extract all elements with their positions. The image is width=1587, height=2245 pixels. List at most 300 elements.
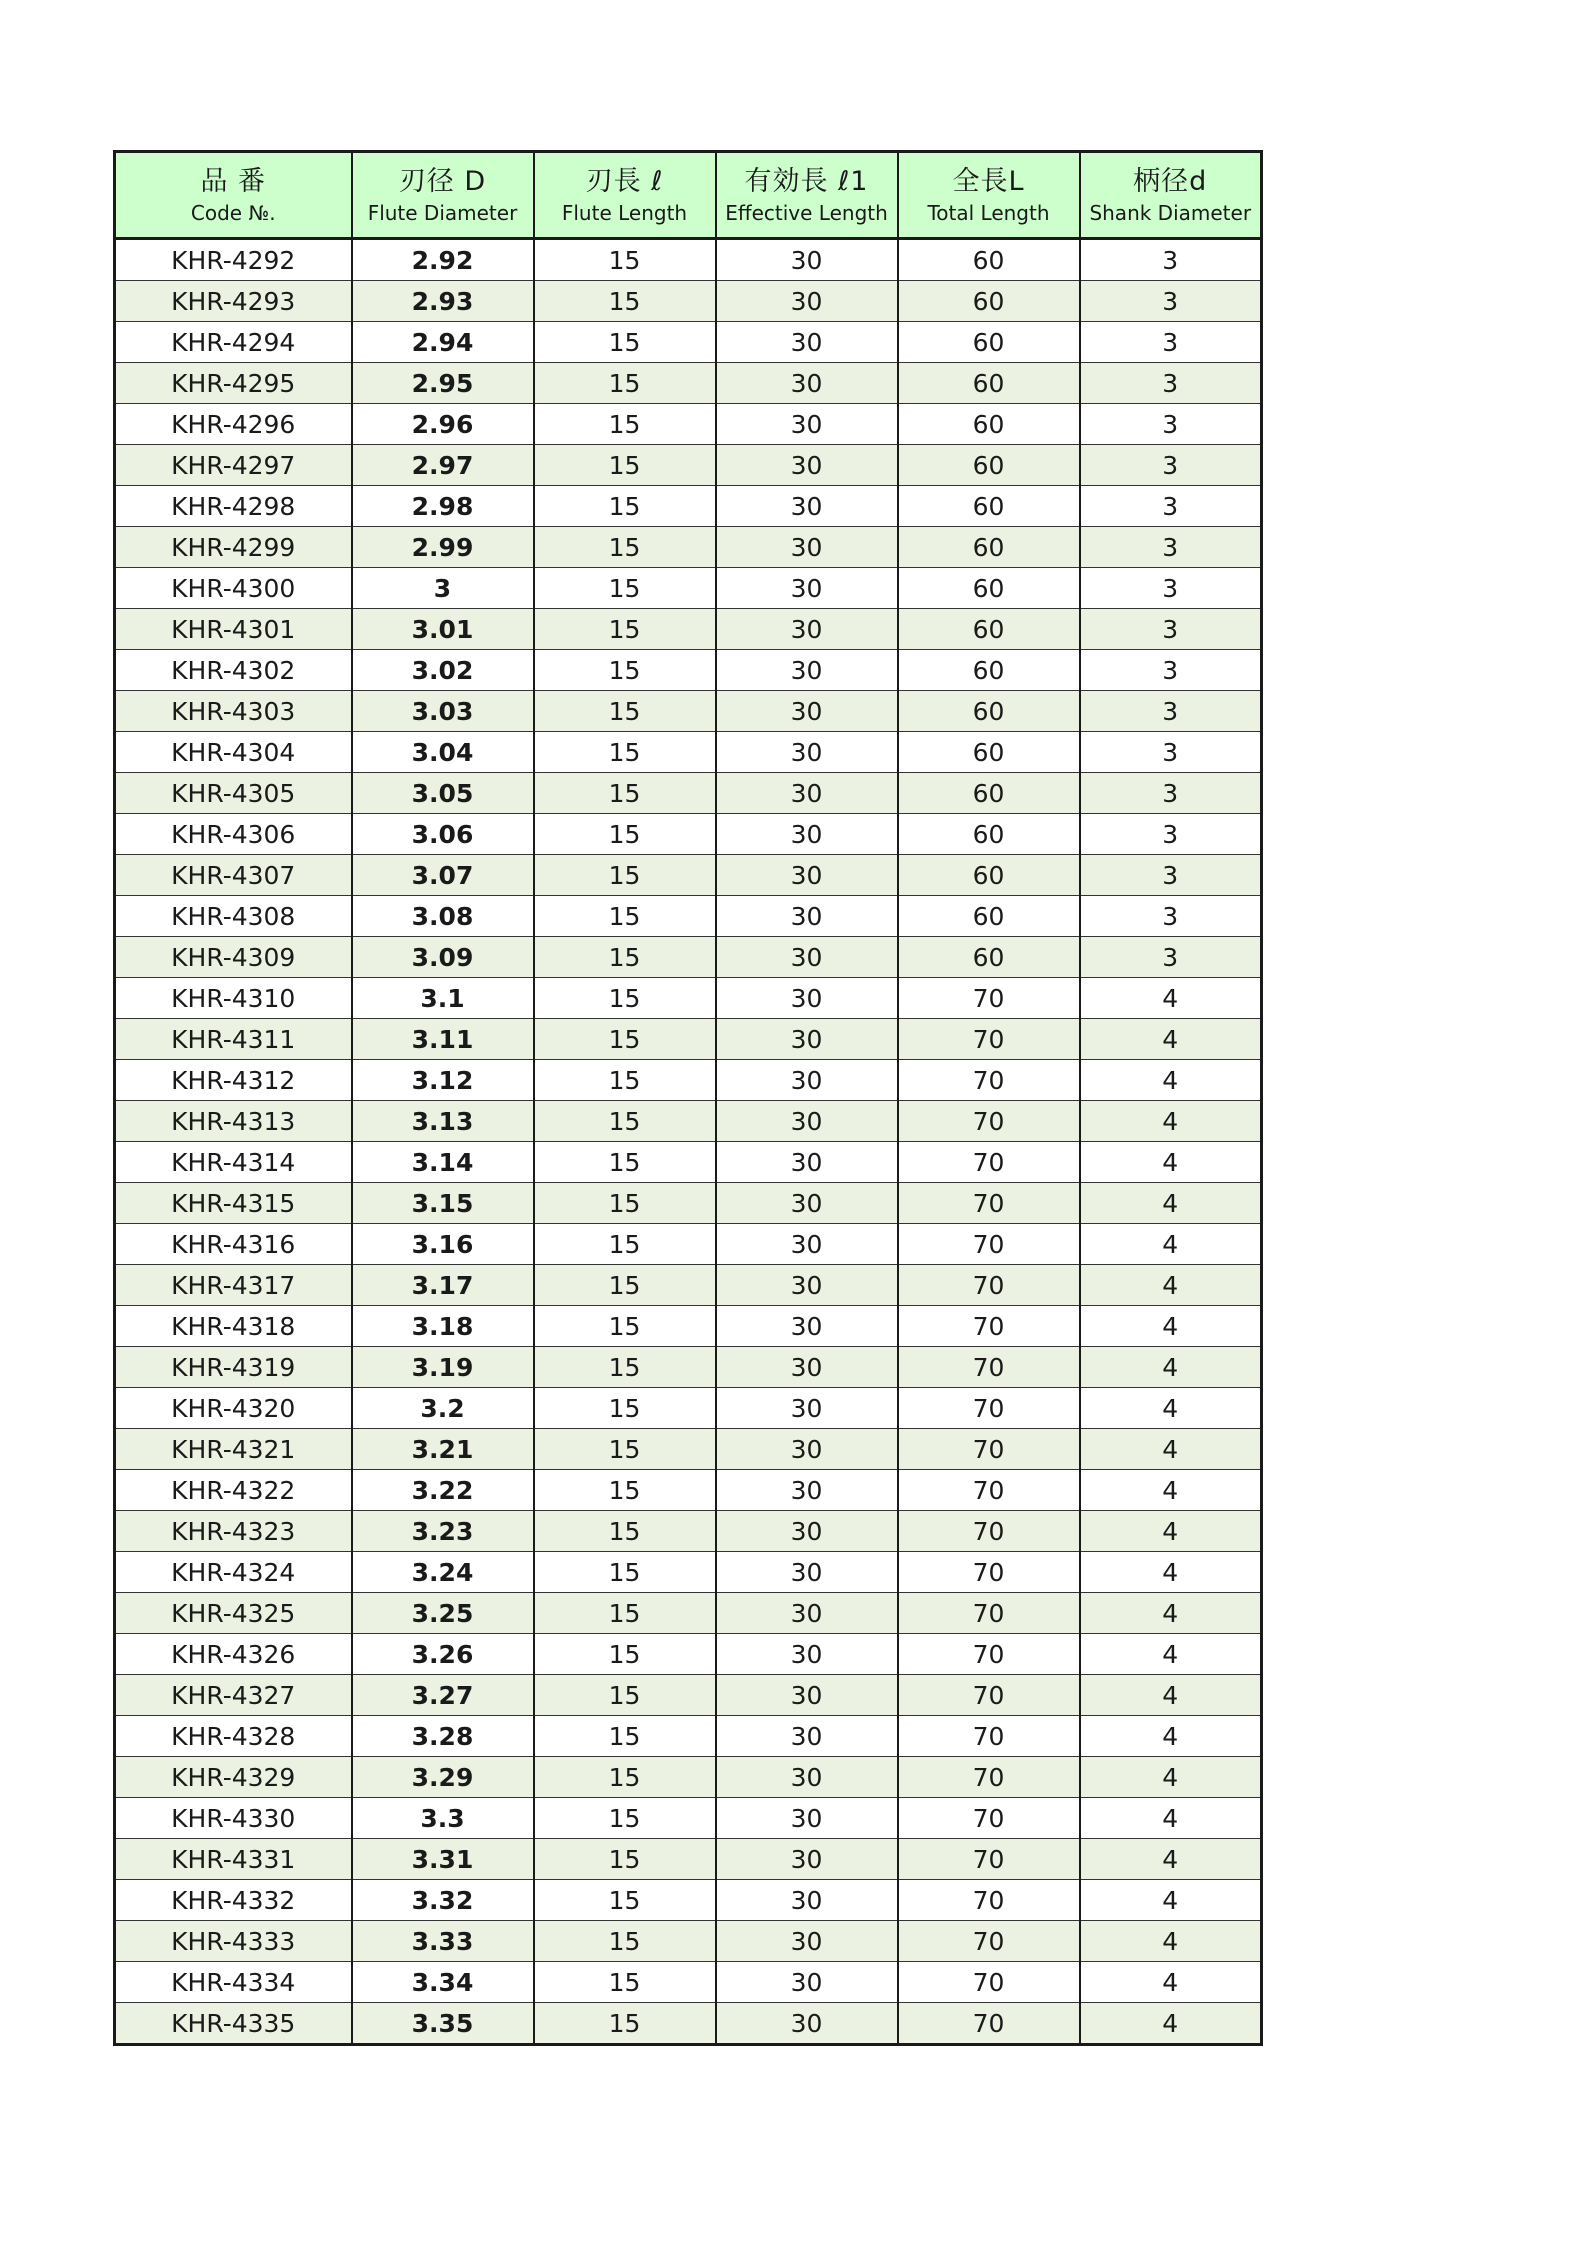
effective-length-cell: 30	[716, 773, 898, 814]
flute-length-cell: 15	[534, 363, 716, 404]
table-row	[115, 1675, 1262, 1716]
header-effective-length-en: Effective Length	[725, 201, 888, 225]
flute-length-cell: 15	[534, 1839, 716, 1880]
shank-diameter-cell: 4	[1080, 1675, 1262, 1716]
flute-length-cell: 15	[534, 568, 716, 609]
shank-diameter-cell: 4	[1080, 978, 1262, 1019]
effective-length-cell: 30	[716, 691, 898, 732]
flute-length-cell: 15	[534, 609, 716, 650]
table-row	[115, 322, 1262, 363]
effective-length-cell: 30	[716, 1880, 898, 1921]
total-length-cell: 60	[898, 404, 1080, 445]
flute-diameter-cell: 3.08	[352, 896, 534, 937]
total-length-cell: 60	[898, 691, 1080, 732]
header-flute-length-jp: 刃長 ℓ	[585, 166, 664, 197]
table-row	[115, 1101, 1262, 1142]
code-no-cell: KHR-4298	[115, 486, 352, 527]
flute-length-cell: 15	[534, 896, 716, 937]
flute-length-cell: 15	[534, 1265, 716, 1306]
table-row	[115, 1183, 1262, 1224]
shank-diameter-cell: 3	[1080, 281, 1262, 322]
header-shank-diameter-en: Shank Diameter	[1089, 201, 1252, 225]
effective-length-cell: 30	[716, 937, 898, 978]
table-row	[115, 1962, 1262, 2003]
total-length-cell: 60	[898, 896, 1080, 937]
shank-diameter-cell: 3	[1080, 773, 1262, 814]
effective-length-cell: 30	[716, 568, 898, 609]
flute-length-cell: 15	[534, 1716, 716, 1757]
code-no-cell: KHR-4297	[115, 445, 352, 486]
flute-diameter-cell: 2.94	[352, 322, 534, 363]
flute-diameter-cell: 3.33	[352, 1921, 534, 1962]
flute-length-cell: 15	[534, 1593, 716, 1634]
total-length-cell: 60	[898, 486, 1080, 527]
table-row	[115, 1388, 1262, 1429]
flute-diameter-cell: 3.27	[352, 1675, 534, 1716]
effective-length-cell: 30	[716, 1388, 898, 1429]
table-row	[115, 1880, 1262, 1921]
code-no-cell: KHR-4304	[115, 732, 352, 773]
code-no-cell: KHR-4292	[115, 239, 352, 281]
flute-length-cell: 15	[534, 486, 716, 527]
flute-diameter-cell: 3.2	[352, 1388, 534, 1429]
effective-length-cell: 30	[716, 1839, 898, 1880]
shank-diameter-cell: 3	[1080, 404, 1262, 445]
shank-diameter-cell: 4	[1080, 1101, 1262, 1142]
shank-diameter-cell: 4	[1080, 1552, 1262, 1593]
effective-length-cell: 30	[716, 1757, 898, 1798]
shank-diameter-cell: 4	[1080, 1921, 1262, 1962]
code-no-cell: KHR-4325	[115, 1593, 352, 1634]
header-row	[115, 152, 1262, 239]
header-shank-diameter-jp: 柄径d	[1133, 166, 1208, 197]
flute-diameter-cell: 3.21	[352, 1429, 534, 1470]
table-row	[115, 691, 1262, 732]
table-row	[115, 239, 1262, 281]
effective-length-cell: 30	[716, 650, 898, 691]
code-no-cell: KHR-4316	[115, 1224, 352, 1265]
flute-diameter-cell: 3.09	[352, 937, 534, 978]
total-length-cell: 70	[898, 1511, 1080, 1552]
flute-length-cell: 15	[534, 2003, 716, 2045]
flute-length-cell: 15	[534, 691, 716, 732]
flute-length-cell: 15	[534, 404, 716, 445]
header-code-no-jp: 品 番	[200, 166, 267, 197]
total-length-cell: 70	[898, 1306, 1080, 1347]
flute-length-cell: 15	[534, 1634, 716, 1675]
flute-diameter-cell: 3.13	[352, 1101, 534, 1142]
shank-diameter-cell: 3	[1080, 609, 1262, 650]
shank-diameter-cell: 4	[1080, 1798, 1262, 1839]
code-no-cell: KHR-4319	[115, 1347, 352, 1388]
effective-length-cell: 30	[716, 1675, 898, 1716]
code-no-cell: KHR-4300	[115, 568, 352, 609]
effective-length-cell: 30	[716, 363, 898, 404]
flute-length-cell: 15	[534, 1101, 716, 1142]
flute-length-cell: 15	[534, 1019, 716, 1060]
shank-diameter-cell: 3	[1080, 445, 1262, 486]
effective-length-cell: 30	[716, 896, 898, 937]
code-no-cell: KHR-4310	[115, 978, 352, 1019]
total-length-cell: 60	[898, 773, 1080, 814]
flute-diameter-cell: 3.31	[352, 1839, 534, 1880]
code-no-cell: KHR-4326	[115, 1634, 352, 1675]
code-no-cell: KHR-4324	[115, 1552, 352, 1593]
flute-length-cell: 15	[534, 1675, 716, 1716]
flute-diameter-cell: 3.3	[352, 1798, 534, 1839]
flute-diameter-cell: 3.29	[352, 1757, 534, 1798]
effective-length-cell: 30	[716, 2003, 898, 2045]
header-effective-length	[716, 152, 898, 239]
table-row	[115, 1757, 1262, 1798]
table-row	[115, 978, 1262, 1019]
header-total-length	[898, 152, 1080, 239]
effective-length-cell: 30	[716, 1921, 898, 1962]
total-length-cell: 60	[898, 937, 1080, 978]
shank-diameter-cell: 4	[1080, 1183, 1262, 1224]
flute-diameter-cell: 3.26	[352, 1634, 534, 1675]
flute-length-cell: 15	[534, 445, 716, 486]
shank-diameter-cell: 3	[1080, 732, 1262, 773]
total-length-cell: 70	[898, 1634, 1080, 1675]
flute-length-cell: 15	[534, 1880, 716, 1921]
header-flute-length	[534, 152, 716, 239]
shank-diameter-cell: 3	[1080, 855, 1262, 896]
table-row	[115, 1019, 1262, 1060]
table-row	[115, 855, 1262, 896]
code-no-cell: KHR-4294	[115, 322, 352, 363]
effective-length-cell: 30	[716, 732, 898, 773]
total-length-cell: 70	[898, 1019, 1080, 1060]
shank-diameter-cell: 4	[1080, 1962, 1262, 2003]
code-no-cell: KHR-4322	[115, 1470, 352, 1511]
shank-diameter-cell: 4	[1080, 1265, 1262, 1306]
flute-length-cell: 15	[534, 1798, 716, 1839]
shank-diameter-cell: 3	[1080, 937, 1262, 978]
table-row	[115, 527, 1262, 568]
code-no-cell: KHR-4329	[115, 1757, 352, 1798]
effective-length-cell: 30	[716, 1962, 898, 2003]
header-effective-length-jp: 有効長 ℓ1	[744, 166, 869, 197]
header-code-no-en: Code №.	[190, 201, 276, 225]
total-length-cell: 70	[898, 1593, 1080, 1634]
code-no-cell: KHR-4295	[115, 363, 352, 404]
shank-diameter-cell: 4	[1080, 1388, 1262, 1429]
shank-diameter-cell: 4	[1080, 1060, 1262, 1101]
total-length-cell: 70	[898, 2003, 1080, 2045]
shank-diameter-cell: 4	[1080, 1634, 1262, 1675]
total-length-cell: 60	[898, 855, 1080, 896]
header-code-no	[115, 152, 352, 239]
shank-diameter-cell: 4	[1080, 1839, 1262, 1880]
total-length-cell: 70	[898, 1757, 1080, 1798]
table-row	[115, 1511, 1262, 1552]
table-row	[115, 1265, 1262, 1306]
flute-diameter-cell: 2.97	[352, 445, 534, 486]
header-flute-diameter	[352, 152, 534, 239]
flute-length-cell: 15	[534, 1921, 716, 1962]
shank-diameter-cell: 3	[1080, 814, 1262, 855]
flute-length-cell: 15	[534, 1224, 716, 1265]
flute-length-cell: 15	[534, 978, 716, 1019]
flute-diameter-cell: 3.23	[352, 1511, 534, 1552]
code-no-cell: KHR-4307	[115, 855, 352, 896]
shank-diameter-cell: 4	[1080, 1306, 1262, 1347]
flute-diameter-cell: 3.35	[352, 2003, 534, 2045]
effective-length-cell: 30	[716, 1634, 898, 1675]
flute-diameter-cell: 3.22	[352, 1470, 534, 1511]
shank-diameter-cell: 4	[1080, 1429, 1262, 1470]
shank-diameter-cell: 4	[1080, 1224, 1262, 1265]
flute-diameter-cell: 3.12	[352, 1060, 534, 1101]
shank-diameter-cell: 3	[1080, 568, 1262, 609]
flute-diameter-cell: 3	[352, 568, 534, 609]
effective-length-cell: 30	[716, 1101, 898, 1142]
shank-diameter-cell: 3	[1080, 486, 1262, 527]
table-row	[115, 404, 1262, 445]
effective-length-cell: 30	[716, 978, 898, 1019]
total-length-cell: 70	[898, 978, 1080, 1019]
flute-diameter-cell: 3.15	[352, 1183, 534, 1224]
table-row	[115, 609, 1262, 650]
shank-diameter-cell: 4	[1080, 1716, 1262, 1757]
table-row	[115, 1060, 1262, 1101]
flute-diameter-cell: 3.32	[352, 1880, 534, 1921]
flute-length-cell: 15	[534, 1470, 716, 1511]
code-no-cell: KHR-4293	[115, 281, 352, 322]
table-row	[115, 732, 1262, 773]
flute-diameter-cell: 3.17	[352, 1265, 534, 1306]
effective-length-cell: 30	[716, 1183, 898, 1224]
flute-diameter-cell: 2.96	[352, 404, 534, 445]
flute-length-cell: 15	[534, 1388, 716, 1429]
effective-length-cell: 30	[716, 1019, 898, 1060]
table-row	[115, 2003, 1262, 2045]
total-length-cell: 70	[898, 1880, 1080, 1921]
shank-diameter-cell: 3	[1080, 322, 1262, 363]
flute-diameter-cell: 3.18	[352, 1306, 534, 1347]
total-length-cell: 70	[898, 1060, 1080, 1101]
flute-diameter-cell: 3.28	[352, 1716, 534, 1757]
total-length-cell: 60	[898, 568, 1080, 609]
total-length-cell: 60	[898, 814, 1080, 855]
header-flute-diameter-jp: 刃径 D	[398, 166, 487, 197]
total-length-cell: 70	[898, 1470, 1080, 1511]
flute-length-cell: 15	[534, 1060, 716, 1101]
flute-length-cell: 15	[534, 239, 716, 281]
total-length-cell: 60	[898, 650, 1080, 691]
total-length-cell: 70	[898, 1675, 1080, 1716]
flute-diameter-cell: 3.1	[352, 978, 534, 1019]
total-length-cell: 60	[898, 281, 1080, 322]
table-row	[115, 568, 1262, 609]
flute-length-cell: 15	[534, 814, 716, 855]
flute-length-cell: 15	[534, 650, 716, 691]
shank-diameter-cell: 4	[1080, 2003, 1262, 2045]
flute-length-cell: 15	[534, 527, 716, 568]
effective-length-cell: 30	[716, 1347, 898, 1388]
flute-diameter-cell: 3.19	[352, 1347, 534, 1388]
table-row	[115, 1306, 1262, 1347]
code-no-cell: KHR-4328	[115, 1716, 352, 1757]
code-no-cell: KHR-4335	[115, 2003, 352, 2045]
flute-diameter-cell: 3.06	[352, 814, 534, 855]
flute-length-cell: 15	[534, 1347, 716, 1388]
shank-diameter-cell: 3	[1080, 527, 1262, 568]
total-length-cell: 70	[898, 1716, 1080, 1757]
table-row	[115, 814, 1262, 855]
flute-diameter-cell: 3.14	[352, 1142, 534, 1183]
shank-diameter-cell: 3	[1080, 650, 1262, 691]
header-total-length-en: Total Length	[927, 201, 1050, 225]
code-no-cell: KHR-4317	[115, 1265, 352, 1306]
effective-length-cell: 30	[716, 486, 898, 527]
table-row	[115, 650, 1262, 691]
effective-length-cell: 30	[716, 445, 898, 486]
total-length-cell: 70	[898, 1552, 1080, 1593]
flute-length-cell: 15	[534, 773, 716, 814]
total-length-cell: 70	[898, 1388, 1080, 1429]
flute-diameter-cell: 3.03	[352, 691, 534, 732]
total-length-cell: 70	[898, 1798, 1080, 1839]
table-row	[115, 1470, 1262, 1511]
effective-length-cell: 30	[716, 1716, 898, 1757]
total-length-cell: 60	[898, 527, 1080, 568]
flute-diameter-cell: 3.25	[352, 1593, 534, 1634]
code-no-cell: KHR-4296	[115, 404, 352, 445]
effective-length-cell: 30	[716, 855, 898, 896]
shank-diameter-cell: 3	[1080, 239, 1262, 281]
code-no-cell: KHR-4309	[115, 937, 352, 978]
total-length-cell: 70	[898, 1429, 1080, 1470]
flute-diameter-cell: 3.04	[352, 732, 534, 773]
table-row	[115, 1429, 1262, 1470]
effective-length-cell: 30	[716, 1306, 898, 1347]
flute-diameter-cell: 3.16	[352, 1224, 534, 1265]
table-row	[115, 1552, 1262, 1593]
effective-length-cell: 30	[716, 1224, 898, 1265]
effective-length-cell: 30	[716, 527, 898, 568]
effective-length-cell: 30	[716, 1429, 898, 1470]
code-no-cell: KHR-4308	[115, 896, 352, 937]
spec-table	[113, 150, 1263, 2046]
code-no-cell: KHR-4327	[115, 1675, 352, 1716]
shank-diameter-cell: 4	[1080, 1019, 1262, 1060]
effective-length-cell: 30	[716, 609, 898, 650]
total-length-cell: 70	[898, 1921, 1080, 1962]
effective-length-cell: 30	[716, 1593, 898, 1634]
flute-diameter-cell: 3.34	[352, 1962, 534, 2003]
table-row	[115, 1347, 1262, 1388]
effective-length-cell: 30	[716, 1060, 898, 1101]
flute-length-cell: 15	[534, 732, 716, 773]
header-flute-diameter-en: Flute Diameter	[367, 201, 518, 225]
flute-length-cell: 15	[534, 1142, 716, 1183]
effective-length-cell: 30	[716, 1511, 898, 1552]
total-length-cell: 60	[898, 239, 1080, 281]
table-row	[115, 937, 1262, 978]
code-no-cell: KHR-4333	[115, 1921, 352, 1962]
effective-length-cell: 30	[716, 1552, 898, 1593]
shank-diameter-cell: 3	[1080, 691, 1262, 732]
flute-diameter-cell: 2.93	[352, 281, 534, 322]
code-no-cell: KHR-4320	[115, 1388, 352, 1429]
code-no-cell: KHR-4321	[115, 1429, 352, 1470]
total-length-cell: 60	[898, 322, 1080, 363]
flute-diameter-cell: 2.99	[352, 527, 534, 568]
flute-length-cell: 15	[534, 1429, 716, 1470]
effective-length-cell: 30	[716, 322, 898, 363]
table-row	[115, 1921, 1262, 1962]
table-body	[115, 239, 1262, 2045]
table-row	[115, 1798, 1262, 1839]
effective-length-cell: 30	[716, 239, 898, 281]
code-no-cell: KHR-4312	[115, 1060, 352, 1101]
total-length-cell: 60	[898, 732, 1080, 773]
header-total-length-jp: 全長L	[952, 166, 1025, 197]
header-flute-length-en: Flute Length	[561, 201, 688, 225]
effective-length-cell: 30	[716, 1142, 898, 1183]
flute-length-cell: 15	[534, 1183, 716, 1224]
total-length-cell: 70	[898, 1839, 1080, 1880]
total-length-cell: 70	[898, 1962, 1080, 2003]
flute-length-cell: 15	[534, 937, 716, 978]
effective-length-cell: 30	[716, 281, 898, 322]
code-no-cell: KHR-4299	[115, 527, 352, 568]
code-no-cell: KHR-4323	[115, 1511, 352, 1552]
code-no-cell: KHR-4330	[115, 1798, 352, 1839]
flute-diameter-cell: 3.02	[352, 650, 534, 691]
total-length-cell: 70	[898, 1101, 1080, 1142]
shank-diameter-cell: 4	[1080, 1880, 1262, 1921]
total-length-cell: 70	[898, 1224, 1080, 1265]
effective-length-cell: 30	[716, 1470, 898, 1511]
flute-length-cell: 15	[534, 1962, 716, 2003]
flute-length-cell: 15	[534, 1757, 716, 1798]
shank-diameter-cell: 4	[1080, 1757, 1262, 1798]
total-length-cell: 70	[898, 1183, 1080, 1224]
flute-diameter-cell: 2.98	[352, 486, 534, 527]
code-no-cell: KHR-4313	[115, 1101, 352, 1142]
table-row	[115, 1839, 1262, 1880]
total-length-cell: 70	[898, 1142, 1080, 1183]
code-no-cell: KHR-4314	[115, 1142, 352, 1183]
total-length-cell: 70	[898, 1265, 1080, 1306]
table-row	[115, 1716, 1262, 1757]
code-no-cell: KHR-4332	[115, 1880, 352, 1921]
code-no-cell: KHR-4334	[115, 1962, 352, 2003]
table-row	[115, 445, 1262, 486]
shank-diameter-cell: 4	[1080, 1347, 1262, 1388]
effective-length-cell: 30	[716, 814, 898, 855]
code-no-cell: KHR-4318	[115, 1306, 352, 1347]
shank-diameter-cell: 4	[1080, 1470, 1262, 1511]
code-no-cell: KHR-4305	[115, 773, 352, 814]
flute-diameter-cell: 3.05	[352, 773, 534, 814]
table-header	[115, 152, 1262, 239]
flute-length-cell: 15	[534, 1511, 716, 1552]
flute-diameter-cell: 3.24	[352, 1552, 534, 1593]
total-length-cell: 70	[898, 1347, 1080, 1388]
code-no-cell: KHR-4315	[115, 1183, 352, 1224]
code-no-cell: KHR-4306	[115, 814, 352, 855]
total-length-cell: 60	[898, 445, 1080, 486]
table-row	[115, 896, 1262, 937]
shank-diameter-cell: 3	[1080, 896, 1262, 937]
table-row	[115, 486, 1262, 527]
flute-length-cell: 15	[534, 1306, 716, 1347]
flute-length-cell: 15	[534, 855, 716, 896]
